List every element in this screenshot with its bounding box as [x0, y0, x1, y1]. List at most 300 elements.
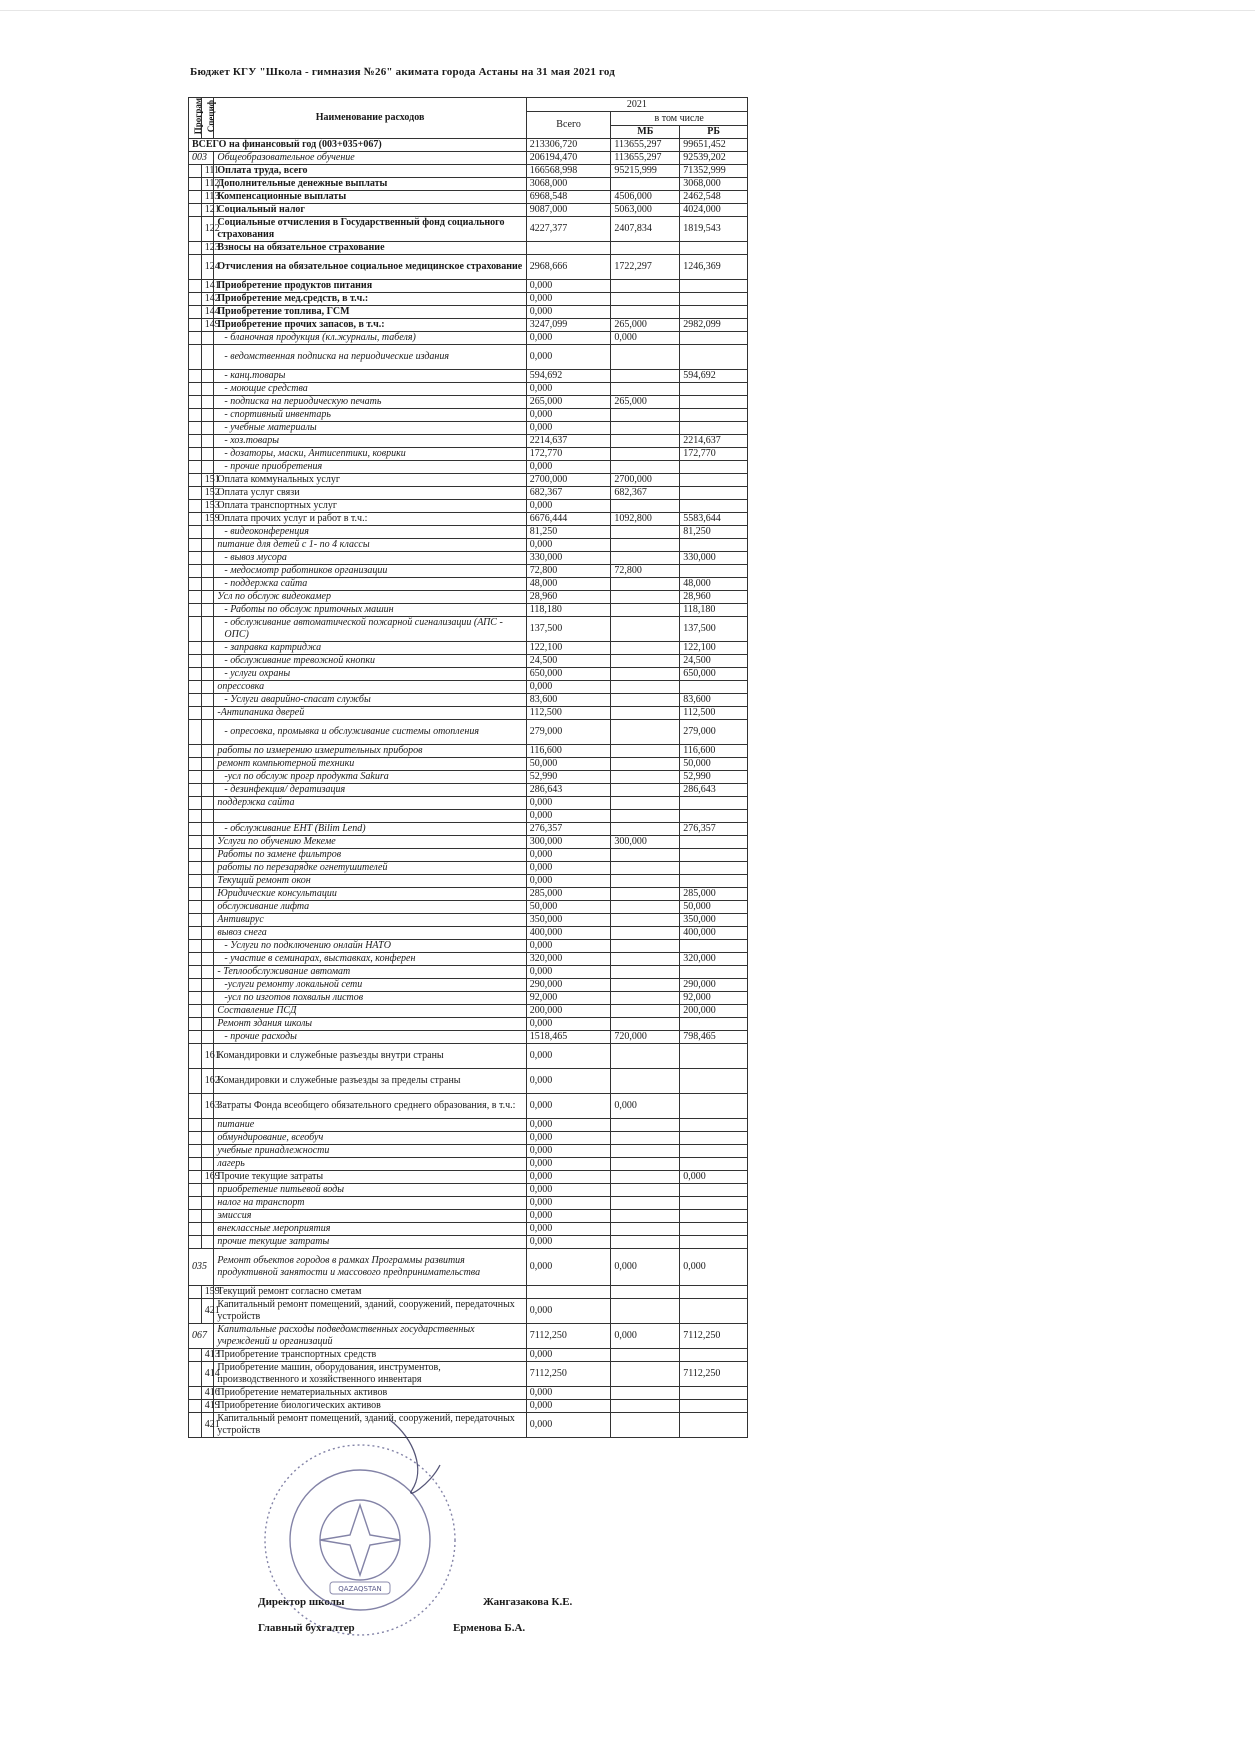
table-row — [189, 1119, 748, 1132]
row-total: 0,000 — [526, 1210, 611, 1223]
row-rb — [680, 810, 748, 823]
row-program — [189, 293, 202, 306]
row-name: Оплата транспортных услуг — [214, 500, 526, 513]
row-program — [189, 474, 202, 487]
row-mb — [611, 578, 680, 591]
table-row — [189, 1094, 748, 1119]
row-name: Командировки и служебные разъезды за пределы страны — [214, 1069, 526, 1094]
row-rb — [680, 539, 748, 552]
row-program — [189, 707, 202, 720]
table-row — [189, 927, 748, 940]
top-rule — [0, 10, 1255, 11]
row-mb — [611, 823, 680, 836]
row-specifics — [201, 617, 214, 642]
table-row — [189, 383, 748, 396]
table-row — [189, 1158, 748, 1171]
table-row — [189, 280, 748, 293]
row-total: 0,000 — [526, 875, 611, 888]
row-total: 400,000 — [526, 927, 611, 940]
row-name: Текущий ремонт согласно сметам — [214, 1286, 526, 1299]
table-row — [189, 422, 748, 435]
table-row — [189, 604, 748, 617]
document-title: Бюджет КГУ "Школа - гимназия №26" акимата города Астаны на 31 мая 2021 год — [190, 66, 616, 78]
row-specifics — [201, 681, 214, 694]
row-program — [189, 604, 202, 617]
row-program — [189, 810, 202, 823]
row-specifics — [201, 707, 214, 720]
table-row — [189, 1236, 748, 1249]
row-program — [189, 370, 202, 383]
table-row — [189, 862, 748, 875]
row-total: 0,000 — [526, 1018, 611, 1031]
row-program — [189, 720, 202, 745]
row-total: 0,000 — [526, 797, 611, 810]
row-rb — [680, 1413, 748, 1438]
table-row — [189, 707, 748, 720]
row-specifics — [201, 720, 214, 745]
row-total: 3068,000 — [526, 178, 611, 191]
table-row — [189, 255, 748, 280]
row-name: Общеобразовательное обучение — [214, 152, 526, 165]
row-specifics — [201, 992, 214, 1005]
row-total: 92,000 — [526, 992, 611, 1005]
row-name: - дозаторы, маски, Антисептики, коврики — [214, 448, 526, 461]
row-total: 330,000 — [526, 552, 611, 565]
row-name: Ремонт объектов городов в рамках Программы развития продуктивной занятости и массового предпринимательства — [214, 1249, 526, 1286]
row-name: опрессовка — [214, 681, 526, 694]
row-rb: 650,000 — [680, 668, 748, 681]
row-specifics — [201, 604, 214, 617]
row-program — [189, 1119, 202, 1132]
row-rb: 50,000 — [680, 901, 748, 914]
row-program — [189, 1158, 202, 1171]
row-program — [189, 1362, 202, 1387]
row-mb — [611, 1184, 680, 1197]
row-rb: 7112,250 — [680, 1362, 748, 1387]
row-specifics — [201, 797, 214, 810]
row-name: питание — [214, 1119, 526, 1132]
row-specifics — [201, 888, 214, 901]
table-row — [189, 1210, 748, 1223]
header-rb: РБ — [680, 126, 748, 139]
row-rb: 798,465 — [680, 1031, 748, 1044]
row-name: Антивирус — [214, 914, 526, 927]
row-program — [189, 591, 202, 604]
row-rb: 400,000 — [680, 927, 748, 940]
row-rb — [680, 487, 748, 500]
row-total: 0,000 — [526, 409, 611, 422]
row-specifics — [201, 526, 214, 539]
table-row — [189, 345, 748, 370]
row-name: Капитальный ремонт помещений, зданий, сооружений, передаточных устройств — [214, 1413, 526, 1438]
row-program — [189, 797, 202, 810]
official-stamp — [240, 1480, 480, 1640]
row-rb: 200,000 — [680, 1005, 748, 1018]
row-rb: 83,600 — [680, 694, 748, 707]
row-program — [189, 306, 202, 319]
table-row — [189, 565, 748, 578]
row-name: Оплата услуг связи — [214, 487, 526, 500]
row-specifics — [201, 940, 214, 953]
row-mb: 682,367 — [611, 487, 680, 500]
row-rb — [680, 345, 748, 370]
row-mb: 0,000 — [611, 1094, 680, 1119]
row-specifics — [201, 591, 214, 604]
row-specifics: 421 — [201, 1413, 214, 1438]
row-program — [189, 565, 202, 578]
row-mb — [611, 293, 680, 306]
row-program — [189, 191, 202, 204]
row-program — [189, 888, 202, 901]
row-program — [189, 383, 202, 396]
row-mb — [611, 306, 680, 319]
table-row — [189, 474, 748, 487]
row-name: Приобретение продуктов питания — [214, 280, 526, 293]
row-specifics: 122 — [201, 217, 214, 242]
row-mb — [611, 1044, 680, 1069]
table-row — [189, 875, 748, 888]
row-name: - медосмотр работников организации — [214, 565, 526, 578]
row-mb — [611, 953, 680, 966]
row-mb — [611, 1145, 680, 1158]
row-total: 200,000 — [526, 1005, 611, 1018]
row-rb: 2462,548 — [680, 191, 748, 204]
row-mb — [611, 707, 680, 720]
row-mb — [611, 1299, 680, 1324]
row-total: 0,000 — [526, 280, 611, 293]
row-mb — [611, 966, 680, 979]
director-title: Директор школы — [258, 1596, 345, 1608]
row-rb: 52,990 — [680, 771, 748, 784]
row-mb — [611, 591, 680, 604]
row-total: 0,000 — [526, 539, 611, 552]
row-program — [189, 513, 202, 526]
row-name: эмиссия — [214, 1210, 526, 1223]
row-specifics: 153 — [201, 500, 214, 513]
table-row — [189, 552, 748, 565]
row-program — [189, 784, 202, 797]
row-rb: 1819,543 — [680, 217, 748, 242]
row-rb — [680, 797, 748, 810]
row-mb — [611, 1171, 680, 1184]
row-program — [189, 966, 202, 979]
row-mb — [611, 1197, 680, 1210]
row-mb: 265,000 — [611, 319, 680, 332]
table-row — [189, 1171, 748, 1184]
row-mb: 0,000 — [611, 332, 680, 345]
row-program — [189, 914, 202, 927]
row-mb — [611, 422, 680, 435]
row-total: 28,960 — [526, 591, 611, 604]
row-mb — [611, 1223, 680, 1236]
row-name: Отчисления на обязательное социальное медицинское страхование — [214, 255, 526, 280]
row-rb — [680, 280, 748, 293]
row-name: Усл по обслуж видеокамер — [214, 591, 526, 604]
row-rb — [680, 500, 748, 513]
row-total: 81,250 — [526, 526, 611, 539]
table-row — [189, 758, 748, 771]
row-name: Приобретение биологических активов — [214, 1400, 526, 1413]
row-total: 0,000 — [526, 1387, 611, 1400]
row-total: 0,000 — [526, 306, 611, 319]
row-rb: 92539,202 — [680, 152, 748, 165]
row-program — [189, 927, 202, 940]
row-mb — [611, 1349, 680, 1362]
row-program — [189, 255, 202, 280]
row-mb: 95215,999 — [611, 165, 680, 178]
row-rb — [680, 940, 748, 953]
row-mb — [611, 862, 680, 875]
row-mb — [611, 604, 680, 617]
row-mb — [611, 539, 680, 552]
row-total: 6676,444 — [526, 513, 611, 526]
row-specifics: 163 — [201, 1094, 214, 1119]
row-program — [189, 1387, 202, 1400]
table-row — [189, 1132, 748, 1145]
row-total: 50,000 — [526, 901, 611, 914]
row-name: Оплата прочих услуг и работ в т.ч.: — [214, 513, 526, 526]
row-mb: 2407,834 — [611, 217, 680, 242]
table-row — [189, 681, 748, 694]
row-rb — [680, 332, 748, 345]
row-total: 0,000 — [526, 810, 611, 823]
table-row — [189, 694, 748, 707]
table-row — [189, 642, 748, 655]
row-specifics — [201, 836, 214, 849]
row-total: 166568,998 — [526, 165, 611, 178]
row-rb: 2982,099 — [680, 319, 748, 332]
table-row — [189, 1145, 748, 1158]
row-rb — [680, 681, 748, 694]
row-program — [189, 771, 202, 784]
row-total: 2968,666 — [526, 255, 611, 280]
row-program — [189, 204, 202, 217]
row-program — [189, 681, 202, 694]
row-specifics: 416 — [201, 1387, 214, 1400]
row-rb: 112,500 — [680, 707, 748, 720]
row-mb — [611, 1132, 680, 1145]
table-row — [189, 914, 748, 927]
row-program — [189, 1044, 202, 1069]
table-row — [189, 204, 748, 217]
table-row — [189, 901, 748, 914]
row-mb — [611, 810, 680, 823]
row-name: - Теплообслуживание автомат — [214, 966, 526, 979]
row-name: питание для детей с 1- по 4 классы — [214, 539, 526, 552]
table-row — [189, 539, 748, 552]
row-total: 118,180 — [526, 604, 611, 617]
row-rb: 116,600 — [680, 745, 748, 758]
table-row — [189, 306, 748, 319]
row-mb — [611, 500, 680, 513]
row-mb — [611, 849, 680, 862]
row-rb — [680, 293, 748, 306]
row-total — [526, 242, 611, 255]
row-total: 9087,000 — [526, 204, 611, 217]
row-rb — [680, 1400, 748, 1413]
row-rb — [680, 1119, 748, 1132]
row-name: Приобретение нематериальных активов — [214, 1387, 526, 1400]
row-rb: 3068,000 — [680, 178, 748, 191]
row-rb — [680, 242, 748, 255]
row-mb — [611, 1119, 680, 1132]
row-specifics: 162 — [201, 1069, 214, 1094]
row-rb — [680, 1132, 748, 1145]
table-row — [189, 836, 748, 849]
row-name: -Антипаника дверей — [214, 707, 526, 720]
row-name: обмундирование, всеобуч — [214, 1132, 526, 1145]
row-mb — [611, 681, 680, 694]
row-program — [189, 953, 202, 966]
row-name: - обслуживание ЕНТ (Bilim Lend) — [214, 823, 526, 836]
row-total: 0,000 — [526, 332, 611, 345]
row-program — [189, 435, 202, 448]
row-specifics — [201, 1184, 214, 1197]
row-program — [189, 849, 202, 862]
row-name: - прочие расходы — [214, 1031, 526, 1044]
row-rb: 71352,999 — [680, 165, 748, 178]
row-name: Приобретение машин, оборудования, инструментов, производственного и хозяйственного инвентаря — [214, 1362, 526, 1387]
row-rb: 330,000 — [680, 552, 748, 565]
row-total: 0,000 — [526, 1249, 611, 1286]
row-specifics — [201, 849, 214, 862]
row-program — [189, 1400, 202, 1413]
row-name: - заправка картриджа — [214, 642, 526, 655]
row-name: налог на транспорт — [214, 1197, 526, 1210]
row-total: 0,000 — [526, 1158, 611, 1171]
row-total: 0,000 — [526, 966, 611, 979]
row-name: - хоз.товары — [214, 435, 526, 448]
table-row — [189, 591, 748, 604]
table-row — [189, 849, 748, 862]
row-specifics — [201, 1158, 214, 1171]
row-rb: 4024,000 — [680, 204, 748, 217]
row-rb: 2214,637 — [680, 435, 748, 448]
table-row — [189, 810, 748, 823]
row-specifics: 419 — [201, 1400, 214, 1413]
row-name: Капитальные расходы подведомственных государственных учреждений и организаций — [214, 1324, 526, 1349]
row-total: 594,692 — [526, 370, 611, 383]
row-mb — [611, 448, 680, 461]
row-name: Оплата труда, всего — [214, 165, 526, 178]
row-total: 0,000 — [526, 1299, 611, 1324]
row-total: 0,000 — [526, 849, 611, 862]
row-name: Социальные отчисления в Государственный фонд социального страхования — [214, 217, 526, 242]
row-rb: 48,000 — [680, 578, 748, 591]
table-row — [189, 888, 748, 901]
table-row — [189, 1197, 748, 1210]
row-specifics — [201, 758, 214, 771]
row-rb: 0,000 — [680, 1249, 748, 1286]
row-specifics: 144 — [201, 306, 214, 319]
row-mb — [611, 940, 680, 953]
row-name: работы по измерению измерительных приборов — [214, 745, 526, 758]
table-row — [189, 655, 748, 668]
row-name: - Работы по обслуж приточных машин — [214, 604, 526, 617]
row-name: поддержка сайта — [214, 797, 526, 810]
row-mb — [611, 1400, 680, 1413]
row-program — [189, 1171, 202, 1184]
row-mb: 0,000 — [611, 1324, 680, 1349]
row-mb — [611, 1069, 680, 1094]
row-total — [526, 1286, 611, 1299]
row-program — [189, 1299, 202, 1324]
row-specifics: 161 — [201, 1044, 214, 1069]
row-total: 3247,099 — [526, 319, 611, 332]
row-specifics — [201, 448, 214, 461]
table-row — [189, 435, 748, 448]
row-specifics — [201, 332, 214, 345]
row-name: лагерь — [214, 1158, 526, 1171]
row-specifics — [201, 1236, 214, 1249]
row-program — [189, 1018, 202, 1031]
table-row — [189, 617, 748, 642]
row-rb — [680, 1094, 748, 1119]
row-rb — [680, 396, 748, 409]
row-rb — [680, 1145, 748, 1158]
row-total: 0,000 — [526, 383, 611, 396]
row-name: Компенсационные выплаты — [214, 191, 526, 204]
row-rb — [680, 1286, 748, 1299]
row-rb: 0,000 — [680, 1171, 748, 1184]
row-rb: 5583,644 — [680, 513, 748, 526]
row-program — [189, 668, 202, 681]
row-rb — [680, 1236, 748, 1249]
row-specifics — [201, 1197, 214, 1210]
row-rb — [680, 966, 748, 979]
row-rb: 122,100 — [680, 642, 748, 655]
row-total: 122,100 — [526, 642, 611, 655]
row-program — [189, 539, 202, 552]
row-specifics — [201, 1018, 214, 1031]
table-row — [189, 953, 748, 966]
row-mb — [611, 875, 680, 888]
row-name: Приобретение прочих запасов, в т.ч.: — [214, 319, 526, 332]
table-row — [189, 1387, 748, 1400]
row-mb — [611, 280, 680, 293]
row-name: - учебные материалы — [214, 422, 526, 435]
row-total: 137,500 — [526, 617, 611, 642]
row-name: учебные принадлежности — [214, 1145, 526, 1158]
table-row — [189, 409, 748, 422]
row-mb — [611, 242, 680, 255]
row-name: -усл по обслуж прогр продукта Sakura — [214, 771, 526, 784]
row-rb — [680, 1044, 748, 1069]
row-program — [189, 992, 202, 1005]
row-mb — [611, 914, 680, 927]
row-name: Приобретение транспортных средств — [214, 1349, 526, 1362]
row-name: Капитальный ремонт помещений, зданий, сооружений, передаточных устройств — [214, 1299, 526, 1324]
row-mb — [611, 1018, 680, 1031]
row-name: Юридические консультации — [214, 888, 526, 901]
row-program — [189, 617, 202, 642]
row-mb: 113655,297 — [611, 152, 680, 165]
row-name: обслуживание лифта — [214, 901, 526, 914]
row-mb: 1722,297 — [611, 255, 680, 280]
table-row — [189, 992, 748, 1005]
row-specifics — [201, 1210, 214, 1223]
table-row — [189, 217, 748, 242]
row-total: 24,500 — [526, 655, 611, 668]
row-mb — [611, 1413, 680, 1438]
row-name: Дополнительные денежные выплаты — [214, 178, 526, 191]
table-row — [189, 578, 748, 591]
row-specifics — [201, 409, 214, 422]
row-rb: 118,180 — [680, 604, 748, 617]
table-row — [189, 1299, 748, 1324]
row-program — [189, 345, 202, 370]
row-total: 7112,250 — [526, 1324, 611, 1349]
